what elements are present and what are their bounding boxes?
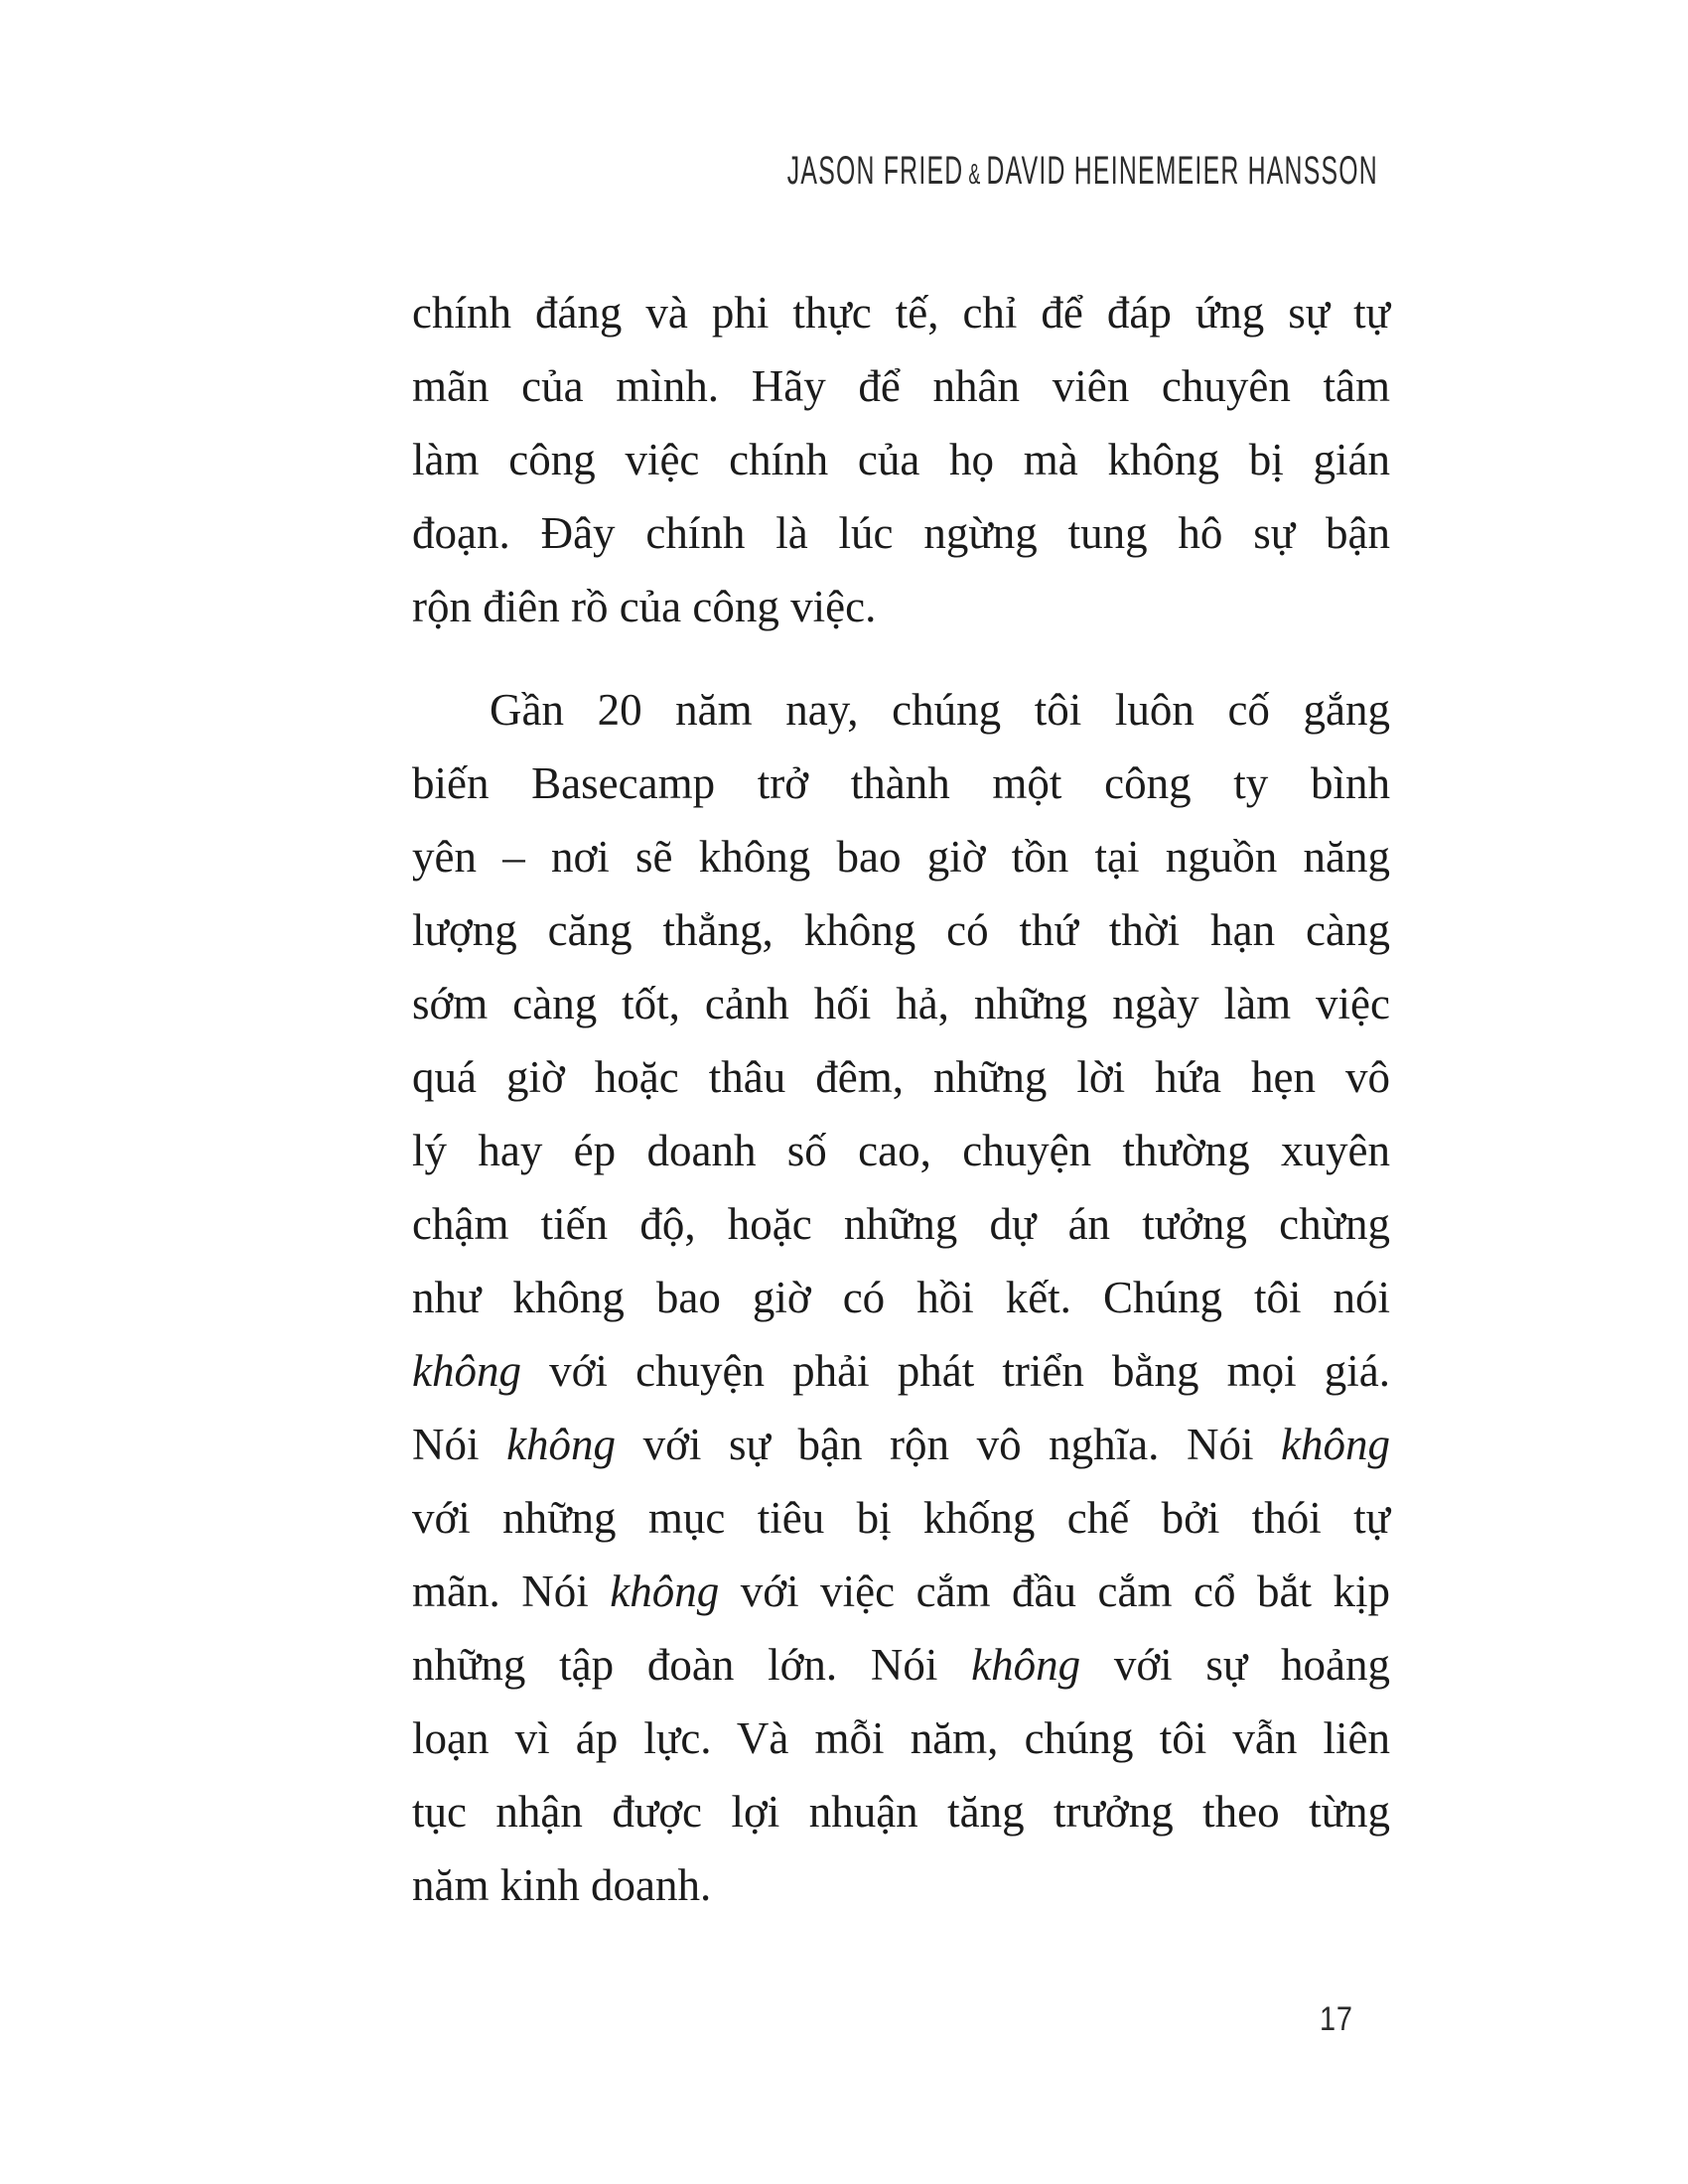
emphasized-text: không — [412, 1346, 521, 1396]
body-text-segment: những tập đoàn lớn. Nói — [412, 1640, 972, 1690]
body-line — [412, 820, 1390, 893]
page-header — [787, 149, 1378, 193]
emphasized-text: không — [1281, 1420, 1391, 1469]
body-line — [412, 496, 1390, 570]
body-text-segment: như không bao giờ có hồi kết. Chúng tôi nói — [412, 1273, 1390, 1322]
body-text-segment: đoạn. Đây chính là lúc ngừng tung hô sự bận — [412, 508, 1390, 558]
header-author-left: JASON FRIED — [786, 149, 964, 193]
body-text-segment: với sự bận rộn vô nghĩa. Nói — [616, 1420, 1282, 1469]
body-line — [412, 1702, 1390, 1775]
body-text-segment: mãn. Nói — [412, 1567, 611, 1616]
header-author-right: DAVID HEINEMEIER HANSSON — [986, 149, 1378, 193]
body-text-segment: biến Basecamp trở thành một công ty bình — [412, 758, 1390, 808]
body-text-segment: chậm tiến độ, hoặc những dự án tưởng chừng — [412, 1199, 1390, 1249]
emphasized-text: không — [971, 1640, 1081, 1690]
body-text-segment: với chuyện phải phát triển bằng mọi giá. — [520, 1346, 1390, 1396]
body-line — [412, 673, 1390, 747]
body-text-segment: chính đáng và phi thực tế, chỉ để đáp ứng sự tự — [412, 288, 1390, 338]
body-line — [412, 570, 1390, 643]
body-line — [412, 1481, 1390, 1555]
body-line — [412, 1261, 1390, 1334]
body-text-segment: Gần 20 năm nay, chúng tôi luôn cố gắng — [490, 685, 1390, 735]
body-line — [412, 967, 1390, 1040]
body-line — [412, 1114, 1390, 1187]
body-line — [412, 1408, 1390, 1481]
body-text — [412, 276, 1390, 1922]
body-line — [412, 1040, 1390, 1114]
body-text-segment: yên – nơi sẽ không bao giờ tồn tại nguồn năng — [412, 832, 1390, 882]
body-line — [412, 423, 1390, 496]
body-text-segment: quá giờ hoặc thâu đêm, những lời hứa hẹn vô — [412, 1052, 1390, 1102]
body-line — [412, 1848, 1390, 1922]
body-line — [412, 1775, 1390, 1848]
body-line — [412, 1187, 1390, 1261]
header-ampersand: & — [968, 159, 982, 191]
body-text-segment: mãn của mình. Hãy để nhân viên chuyên tâm — [412, 361, 1390, 411]
body-text-segment: tục nhận được lợi nhuận tăng trưởng theo từng — [412, 1787, 1390, 1837]
body-line — [412, 276, 1390, 349]
body-line — [412, 1555, 1390, 1628]
body-text-segment: với việc cắm đầu cắm cổ bắt kịp — [719, 1567, 1390, 1616]
body-text-segment: năm kinh doanh. — [412, 1860, 712, 1910]
body-text-segment: loạn vì áp lực. Và mỗi năm, chúng tôi vẫn liên — [412, 1713, 1390, 1763]
paragraph — [412, 276, 1390, 643]
emphasized-text: không — [506, 1420, 617, 1469]
body-text-segment: sớm càng tốt, cảnh hối hả, những ngày làm việc — [412, 979, 1390, 1028]
emphasized-text: không — [610, 1567, 720, 1616]
body-text-segment: rộn điên rồ của công việc. — [412, 582, 877, 631]
body-line — [412, 747, 1390, 820]
body-line — [412, 349, 1390, 423]
body-text-segment: lý hay ép doanh số cao, chuyện thường xuyên — [412, 1126, 1390, 1175]
body-text-segment: lượng căng thẳng, không có thứ thời hạn càng — [412, 905, 1390, 955]
body-line — [412, 1334, 1390, 1408]
body-line — [412, 1628, 1390, 1702]
body-text-segment: với sự hoảng — [1080, 1640, 1390, 1690]
page-number: 17 — [1320, 2000, 1353, 2038]
body-line — [412, 893, 1390, 967]
body-text-segment: với những mục tiêu bị khống chế bởi thói tự — [412, 1493, 1390, 1543]
paragraph — [412, 673, 1390, 1922]
body-text-segment: làm công việc chính của họ mà không bị gián — [412, 435, 1390, 484]
body-text-segment: Nói — [412, 1420, 507, 1469]
